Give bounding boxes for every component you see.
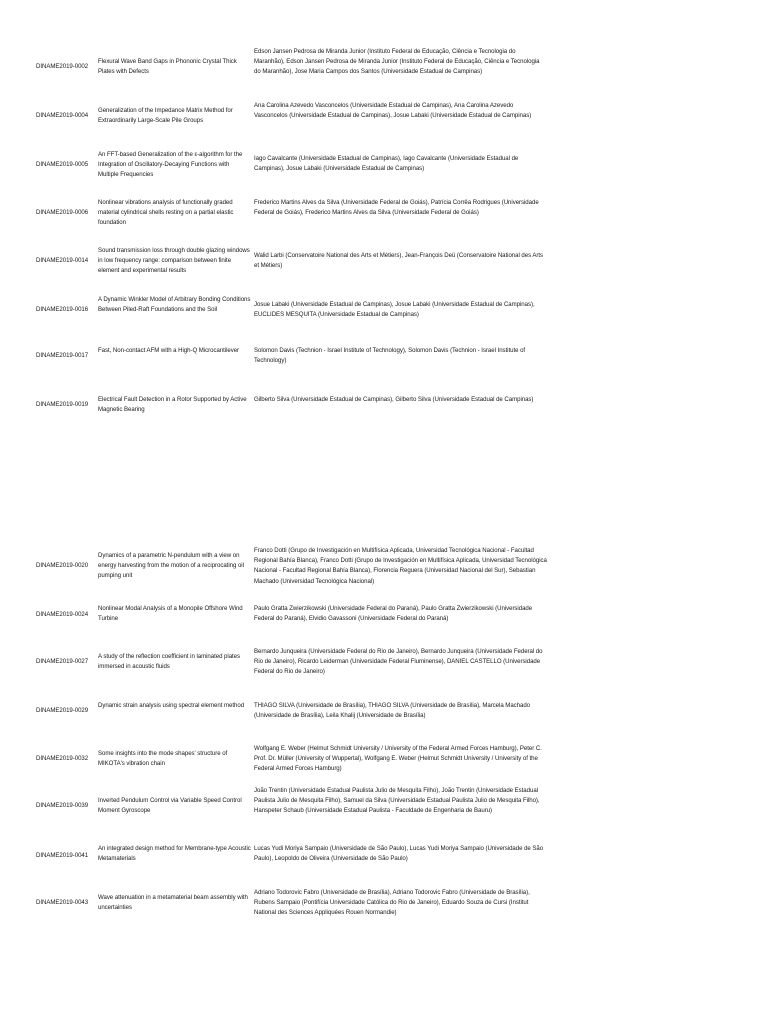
paper-authors: Edson Jansen Pedrosa de Miranda Junior (Instituto Federal de Educação, Ciência e Tecnologia do Maranhão), Edson Jansen Pedrosa de Miranda Junior (Instituto Federal de Educação, Ciência e Tecnologia do Maranhão), Jose Maria Campos dos Santos (Universidade Estadual de Campinas) bbox=[254, 48, 540, 76]
paper-id: DINAME2019-0019 bbox=[36, 401, 89, 408]
paper-id: DINAME2019-0029 bbox=[36, 707, 89, 714]
paper-title: Sound transmission loss through double glazing windows in low frequency range: comparison between finite element and experimental results bbox=[98, 247, 250, 275]
paper-id: DINAME2019-0017 bbox=[36, 352, 89, 359]
paper-title: A study of the reflection coefficient in laminated plates immersed in acoustic fluids bbox=[98, 653, 241, 671]
paper-title: Dynamic strain analysis using spectral element method bbox=[98, 702, 245, 709]
paper-title: A Dynamic Winkler Model of Arbitrary Bonding Conditions Between Piled-Raft Foundations and the Soil bbox=[98, 296, 251, 314]
paper-id: DINAME2019-0043 bbox=[36, 899, 89, 906]
paper-title: Dynamics of a parametric N-pendulum with a view on energy harvesting from the motion of a reciprocating oil pumping unit bbox=[98, 552, 244, 580]
paper-title: Inverted Pendulum Control via Variable Speed Control Moment Gyroscope bbox=[98, 797, 242, 815]
paper-id: DINAME2019-0041 bbox=[36, 852, 89, 859]
paper-id: DINAME2019-0027 bbox=[36, 658, 89, 665]
paper-id: DINAME2019-0005 bbox=[36, 161, 89, 168]
paper-id: DINAME2019-0006 bbox=[36, 209, 89, 216]
paper-id: DINAME2019-0039 bbox=[36, 802, 89, 809]
paper-title: Wave attenuation in a metamaterial beam assembly with uncertainties bbox=[98, 894, 248, 912]
paper-authors: Walid Larbi (Conservatoire National des Arts et Métiers), Jean-François Deü (Conservatoire National des Arts et Métiers) bbox=[254, 252, 544, 270]
paper-title: Fast, Non-contact AFM with a High-Q Microcantilever bbox=[98, 347, 240, 354]
paper-title: Electrical Fault Detection in a Rotor Supported by Active Magnetic Bearing bbox=[98, 396, 247, 414]
paper-title: Nonlinear vibrations analysis of functionally graded material cylindrical shells resting on a partial elastic foundation bbox=[98, 199, 234, 227]
paper-authors: João Trentin (Universidade Estadual Paulista Julio de Mesquita Filho), João Trentin (Universidade Estadual Paulista Julio de Mesquita Filho), Samuel da Silva (Universidade Estadual Paulista Julio de Mesquita Filho), Hanspeter Schaub (Universidade Estadual Paulista - Faculdade de Engenharia de Bauru) bbox=[254, 787, 540, 815]
paper-authors: Lucas Yudi Moriya Sampaio (Universidade de São Paulo), Lucas Yudi Moriya Sampaio (Universidade de São Paulo), Leopoldo de Oliveira (Universidade de São Paulo) bbox=[254, 845, 544, 863]
paper-id: DINAME2019-0024 bbox=[36, 611, 89, 618]
paper-title: Generalization of the Impedance Matrix Method for Extraordinarily Large-Scale Pile Groups bbox=[98, 107, 233, 125]
paper-title: Some insights into the mode shapes' structure of MIKOTA's vibration chain bbox=[98, 750, 228, 768]
paper-authors: Iago Cavalcante (Universidade Estadual de Campinas), Iago Cavalcante (Universidade Estadual de Campinas), Josue Labaki (Universidade Estadual de Campinas) bbox=[254, 155, 519, 173]
paper-authors: Solomon Davis (Technion - Israel Institute of Technology), Solomon Davis (Technion - Israel Institute of Technology) bbox=[254, 347, 526, 365]
paper-title: An FFT-based Generalization of the ε-algorithm for the Integration of Oscillatory-Decaying Functions with Multiple Frequencies bbox=[98, 151, 243, 179]
paper-authors: Frederico Martins Alves da Silva (Universidade Federal de Goiás), Patrícia Corrêa Rodrigues (Universidade Federal de Goiás), Frederico Martins Alves da Silva (Universidade Federal de Goiás) bbox=[254, 199, 539, 217]
paper-title: An integrated design method for Membrane-type Acoustic Metamaterials bbox=[98, 845, 251, 863]
paper-authors: Josue Labaki (Universidade Estadual de Campinas), Josue Labaki (Universidade Estadual de Campinas), EUCLIDES MESQUITA (Universidade Estadual de Campinas) bbox=[254, 301, 535, 319]
paper-id: DINAME2019-0004 bbox=[36, 112, 89, 119]
paper-authors: Bernardo Junqueira (Universidade Federal do Rio de Janeiro), Bernardo Junqueira (Universidade Federal do Rio de Janeiro), Ricardo Leiderman (Universidade Federal Fluminense), DANIEL CASTELLO (Universidade Federal do Rio de Janeiro) bbox=[254, 648, 543, 676]
paper-authors: Adriano Todorovic Fabro (Universidade de Brasília), Adriano Todorovic Fabro (Universidade de Brasília), Rubens Sampaio (Pontifícia Universidade Católica do Rio de Janeiro), Eduardo Souza de Cursi (Institut National des Sciences Appliquées Rouen Normandie) bbox=[254, 889, 530, 917]
paper-id: DINAME2019-0002 bbox=[36, 63, 89, 70]
paper-title: Nonlinear Modal Analysis of a Monopile Offshore Wind Turbine bbox=[98, 605, 243, 623]
paper-authors: Franco Dotti (Grupo de Investigación en Multifísica Aplicada, Universidad Tecnológica Nacional - Facultad Regional Bahía Blanca), Franco Dotti (Grupo de Investigación en Multifísica Aplicada, Universidad Tecnológica Nacional - Facultad Regional Bahía Blanca), Florencia Reguera (Universidad Nacional del Sur), Sebastian Machado (Universidad Tecnológica Nacional) bbox=[254, 547, 547, 585]
paper-title: Flexural Wave Band Gaps in Phononic Crystal Thick Plates with Defects bbox=[98, 58, 237, 76]
paper-id: DINAME2019-0016 bbox=[36, 306, 89, 313]
paper-id: DINAME2019-0020 bbox=[36, 562, 89, 569]
paper-authors: Gilberto Silva (Universidade Estadual de Campinas), Gilberto Silva (Universidade Estadual de Campinas) bbox=[254, 396, 534, 403]
paper-id: DINAME2019-0014 bbox=[36, 257, 89, 264]
paper-authors: THIAGO SILVA (Universidade de Brasília), THIAGO SILVA (Universidade de Brasília), Marcela Machado (Universidade de Brasília), Leila Khalij (Universidade de Brasília) bbox=[254, 702, 531, 720]
paper-authors: Ana Carolina Azevedo Vasconcelos (Universidade Estadual de Campinas), Ana Carolina Azevedo Vasconcelos (Universidade Estadual de Campinas), Josue Labaki (Universidade Estadual de Campinas) bbox=[254, 102, 532, 120]
paper-authors: Wolfgang E. Weber (Helmut Schmidt University / University of the Federal Armed Forces Hamburg), Peter C. Prof. Dr. Müller (University of Wuppertal), Wolfgang E. Weber (Helmut Schmidt University / University of the Federal Armed Forces Hamburg) bbox=[254, 745, 542, 773]
paper-authors: Paulo Gratta Zwierzikowski (Universidade Federal do Paraná), Paulo Gratta Zwierzikowski (Universidade Federal do Paraná), Elvidio Gavassoni (Universidade Federal do Paraná) bbox=[254, 605, 533, 623]
paper-id: DINAME2019-0032 bbox=[36, 755, 89, 762]
